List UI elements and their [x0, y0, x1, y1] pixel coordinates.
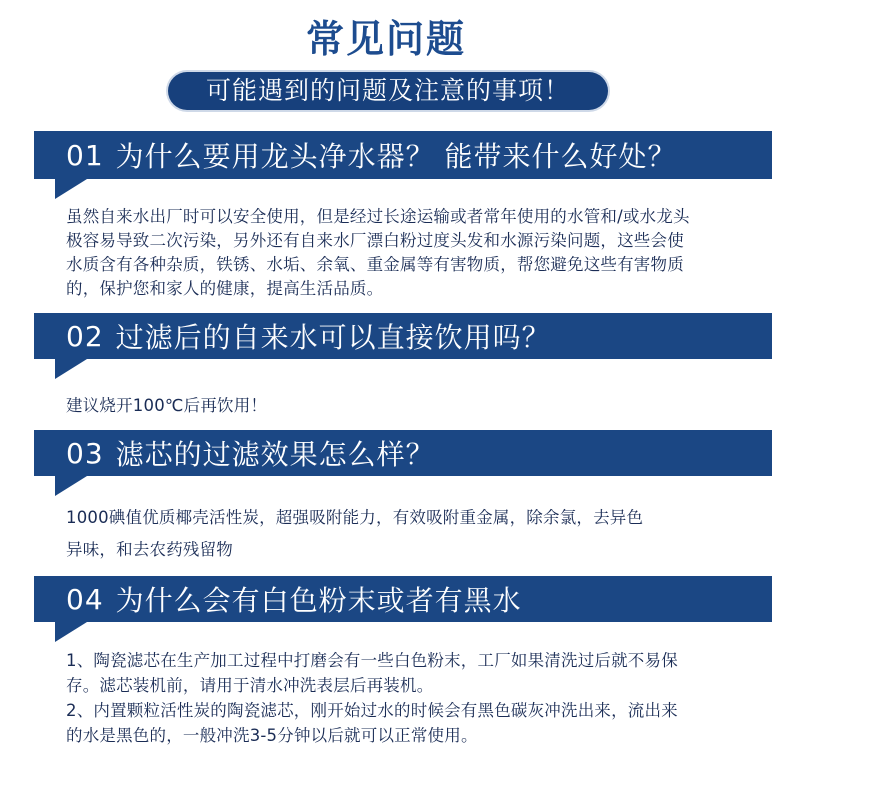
faq-question-bar-4: [34, 576, 772, 622]
faq-bar-tail-1: [55, 179, 87, 199]
faq-question-4: 为什么会有白色粉末或者有黑水: [115, 584, 522, 617]
faq-bar-tail-2: [55, 359, 87, 379]
faq-answer-3-line: 异味，和去农药残留物: [66, 540, 233, 559]
faq-answer-4-line: 存。滤芯装机前，请用于清水冲洗表层后再装机。: [66, 676, 434, 695]
subtitle-banner: 可能遇到的问题及注意的事项！: [168, 72, 608, 110]
faq-answer-1: [66, 205, 786, 301]
faq-answer-4-line: 1、陶瓷滤芯在生产加工过程中打磨会有一些白色粉末，工厂如果清洗过后就不易保: [66, 651, 678, 670]
faq-answer-1-line: 的，保护您和家人的健康，提高生活品质。: [66, 279, 384, 298]
faq-answer-2-line: 建议烧开100℃后再饮用！: [66, 396, 268, 415]
page-title: 常见问题: [305, 17, 466, 61]
faq-question-2: 过滤后的自来水可以直接饮用吗？: [115, 321, 551, 354]
faq-question-bar-2: [34, 313, 772, 359]
faq-number-2: 02: [66, 319, 104, 353]
faq-answer-2: [66, 394, 786, 418]
faq-answer-1-line: 虽然自来水出厂时可以安全使用，但是经过长途运输或者常年使用的水管和/或水龙头: [66, 207, 690, 226]
faq-bar-tail-3: [55, 476, 87, 496]
faq-number-1: 01: [66, 138, 104, 172]
faq-answer-1-line: 极容易导致二次污染，另外还有自来水厂漂白粉过度头发和水源污染问题，这些会使: [66, 231, 684, 250]
faq-number-4: 04: [66, 582, 104, 616]
faq-answer-4-line: 的水是黑色的，一般冲洗3-5分钟以后就可以正常使用。: [66, 726, 478, 745]
faq-question-3: 滤芯的过滤效果怎么样？: [115, 438, 435, 471]
faq-answer-4: [66, 648, 786, 748]
faq-answer-1-line: 水质含有各种杂质，铁锈、水垢、余氧、重金属等有害物质，帮您避免这些有害物质: [66, 255, 684, 274]
faq-question-bar-1: [34, 131, 772, 179]
faq-question-bar-3: [34, 430, 772, 476]
faq-answer-4-line: 2、内置颗粒活性炭的陶瓷滤芯，刚开始过水的时候会有黑色碳灰冲洗出来，流出来: [66, 701, 678, 720]
faq-question-1: 为什么要用龙头净水器？ 能带来什么好处？: [115, 140, 677, 173]
faq-number-3: 03: [66, 436, 104, 470]
faq-answer-3-line: 1000碘值优质椰壳活性炭，超强吸附能力，有效吸附重金属，除余氯，去异色: [66, 508, 644, 527]
faq-answer-3: [66, 502, 786, 566]
faq-bar-tail-4: [55, 622, 87, 642]
